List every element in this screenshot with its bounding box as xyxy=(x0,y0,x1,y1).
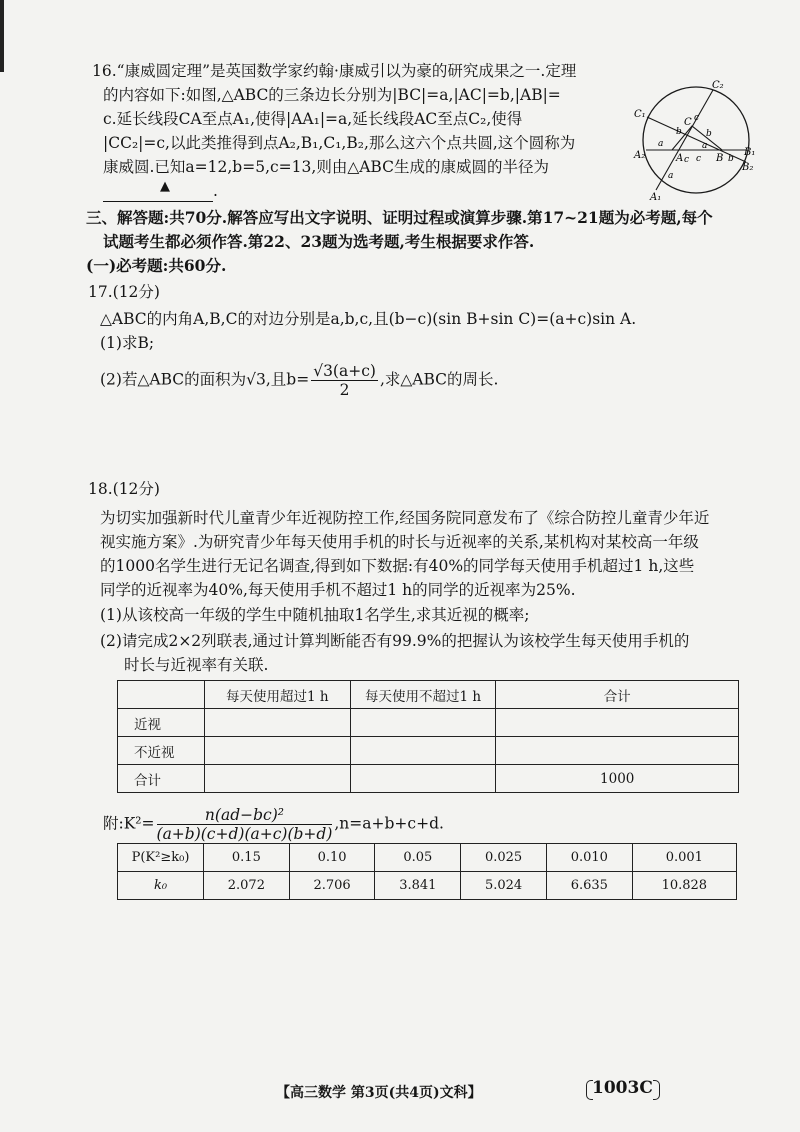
label-B: B xyxy=(716,153,724,164)
contingency-row-label: 不近视 xyxy=(118,737,205,765)
q18-part-2-line-1: (2)请完成2×2列联表,通过计算判断能否有99.9%的把握认为该校学生每天使用手机的 xyxy=(100,632,690,650)
label-side-c2: c xyxy=(696,154,702,164)
q18-header: 18.(12分) xyxy=(88,480,160,498)
contingency-cell xyxy=(496,709,739,737)
label-B2: B₂ xyxy=(742,162,754,173)
scan-edge-mark xyxy=(0,0,4,72)
k2-formula xyxy=(103,806,444,843)
q17-fraction xyxy=(311,362,378,399)
k-prob-cell: 0.05 xyxy=(375,844,461,872)
label-side-c3: c xyxy=(684,155,690,165)
q17-part-2-pre: (2)若△ABC的面积为√3,且b= xyxy=(100,370,310,389)
label-C1: C₁ xyxy=(634,109,646,120)
q17-part-2 xyxy=(100,362,498,399)
label-C: C xyxy=(684,117,692,128)
q16-line-5: 康威圆.已知a=12,b=5,c=13,则由△ABC生成的康威圆的半径为 xyxy=(103,158,549,176)
label-A2: A₂ xyxy=(634,150,646,161)
k-prob-cell: 0.010 xyxy=(546,844,632,872)
paper-code: 1003C xyxy=(592,1078,653,1098)
contingency-cell xyxy=(350,737,496,765)
k2-prefix: 附:K²= xyxy=(103,814,155,833)
k-prob-row xyxy=(118,844,737,872)
contingency-header-cell: 合计 xyxy=(496,681,739,709)
q16-line-1: 16.“康威圆定理”是英国数学家约翰·康威引以为豪的研究成果之一.定理 xyxy=(92,62,577,80)
contingency-cell xyxy=(204,737,350,765)
k-value-row xyxy=(118,872,737,900)
k2-suffix: ,n=a+b+c+d. xyxy=(334,814,444,833)
k-value-cell: 10.828 xyxy=(632,872,736,900)
label-A1: A₁ xyxy=(650,192,662,202)
contingency-cell xyxy=(204,765,350,793)
k-value-cell: 3.841 xyxy=(375,872,461,900)
page-footer: 【高三数学 第3页(共4页)文科】 xyxy=(276,1085,482,1101)
k-prob-cell: 0.15 xyxy=(204,844,290,872)
label-A: A xyxy=(676,153,684,164)
contingency-row-label: 合计 xyxy=(118,765,205,793)
section3-line-1: 三、解答题:共70分.解答应写出文字说明、证明过程或演算步骤.第17~21题为必考题,每个 xyxy=(86,208,713,227)
section3-line-2: 试题考生都必须作答.第22、23题为选考题,考生根据要求作答. xyxy=(103,232,535,251)
contingency-cell: 1000 xyxy=(496,765,739,793)
q16-blank-end: . xyxy=(213,182,218,200)
contingency-cell xyxy=(204,709,350,737)
contingency-cell xyxy=(496,737,739,765)
contingency-row xyxy=(118,737,739,765)
label-side-c1: c xyxy=(694,113,700,123)
k-value-cell: 2.072 xyxy=(204,872,290,900)
q17-frac-num: √3(a+c) xyxy=(313,362,376,380)
k-critical-table xyxy=(117,843,737,900)
k-prob-cell: 0.001 xyxy=(632,844,736,872)
k-value-label: k₀ xyxy=(118,872,204,900)
k2-num: n(ad−bc)² xyxy=(157,806,333,825)
label-side-b3: b xyxy=(728,154,734,164)
k-value-cell: 6.635 xyxy=(546,872,632,900)
label-side-b2: b xyxy=(706,129,712,139)
label-side-a3: a xyxy=(668,171,674,181)
q16-line-4: |CC₂|=c,以此类推得到点A₂,B₁,C₁,B₂,那么这六个点共圆,这个圆称为 xyxy=(103,134,576,152)
label-C2: C₂ xyxy=(712,80,724,91)
q18-part-1: (1)从该校高一年级的学生中随机抽取1名学生,求其近视的概率; xyxy=(100,606,530,624)
k-value-cell: 2.706 xyxy=(289,872,375,900)
q17-part-1: (1)求B; xyxy=(100,334,155,352)
label-side-a1: a xyxy=(658,139,664,149)
contingency-row-label: 近视 xyxy=(118,709,205,737)
contingency-row xyxy=(118,709,739,737)
k-prob-cell: 0.025 xyxy=(461,844,547,872)
label-side-a2: a xyxy=(702,141,708,151)
contingency-table xyxy=(117,680,739,793)
contingency-row xyxy=(118,765,739,793)
q16-line-3: c.延长线段CA至点A₁,使得|AA₁|=a,延长线段AC至点C₂,使得 xyxy=(103,110,523,128)
k-value-cell: 5.024 xyxy=(461,872,547,900)
contingency-header-cell: 每天使用不超过1 h xyxy=(350,681,496,709)
k-prob-label: P(K²≥k₀) xyxy=(118,844,204,872)
q18-line-1: 为切实加强新时代儿童青少年近视防控工作,经国务院同意发布了《综合防控儿童青少年近 xyxy=(100,509,710,527)
q17-stem: △ABC的内角A,B,C的对边分别是a,b,c,且(b−c)(sin B+sin C)=(a+c)sin A. xyxy=(100,310,637,328)
q18-line-2: 视实施方案》.为研究青少年每天使用手机的时长与近视率的关系,某机构对某校高一年级 xyxy=(100,533,699,551)
k2-den: (a+b)(c+d)(a+c)(b+d) xyxy=(156,825,333,843)
contingency-header-row xyxy=(118,681,739,709)
contingency-header-cell xyxy=(118,681,205,709)
q18-part-2-line-2: 时长与近视率有关联. xyxy=(124,656,269,674)
q17-part-2-post: ,求△ABC的周长. xyxy=(379,370,499,389)
q17-frac-den: 2 xyxy=(339,381,350,399)
blank-triangle-icon: ▲ xyxy=(160,179,170,194)
q16-line-2: 的内容如下:如图,△ABC的三条边长分别为|BC|=a,|AC|=b,|AB|= xyxy=(103,86,561,104)
k-prob-cell: 0.10 xyxy=(289,844,375,872)
contingency-header-cell: 每天使用超过1 h xyxy=(204,681,350,709)
line-c2-a1 xyxy=(656,90,713,190)
label-side-b1: b xyxy=(676,127,682,137)
contingency-cell xyxy=(350,765,496,793)
k2-fraction xyxy=(157,806,333,843)
contingency-cell xyxy=(350,709,496,737)
q17-header: 17.(12分) xyxy=(88,283,160,301)
q18-line-4: 同学的近视率为40%,每天使用手机不超过1 h的同学的近视率为25%. xyxy=(100,581,576,599)
label-B1: B₁ xyxy=(744,147,756,158)
section3-required: (一)必考题:共60分. xyxy=(86,256,227,275)
conway-circle-figure xyxy=(632,78,760,202)
q18-line-3: 的1000名学生进行无记名调查,得到如下数据:有40%的同学每天使用手机超过1 h,这些 xyxy=(100,557,695,575)
